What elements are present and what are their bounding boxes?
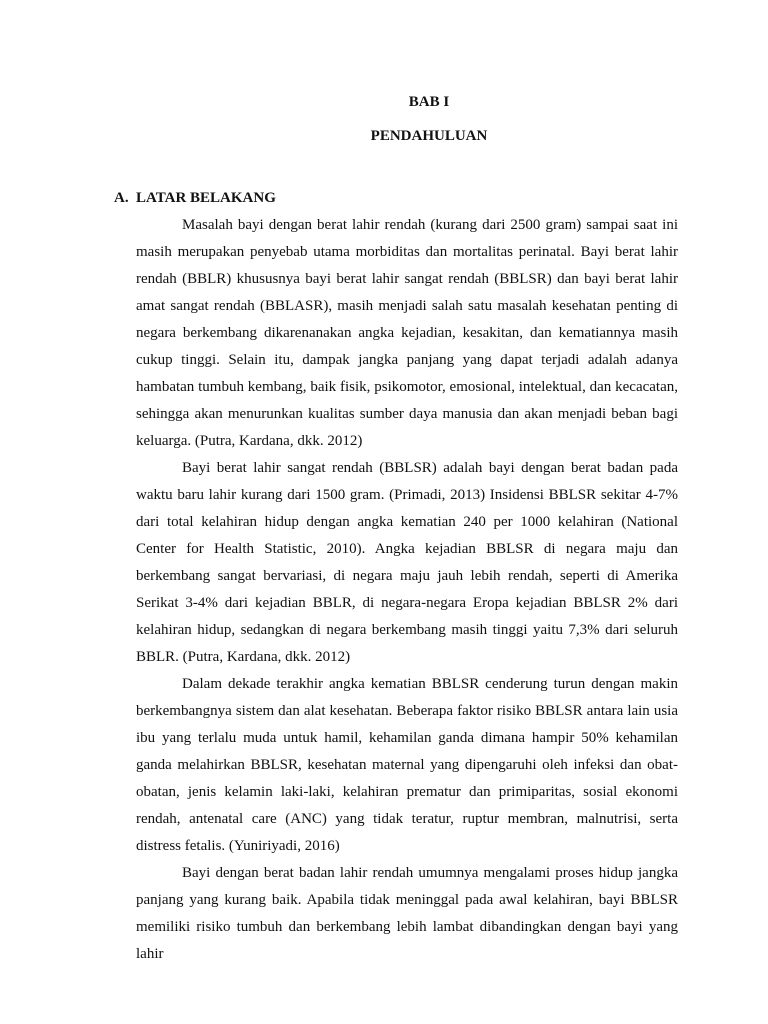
paragraph-1: Masalah bayi dengan berat lahir rendah (kurang dari 2500 gram) sampai saat ini masih merupakan penyebab utama morbiditas dan mortalitas perinatal. Bayi berat lahir rendah (BBLR) khususnya bayi berat lahir sangat rendah (BBLSR) dan bayi berat lahir amat sangat rendah (BBLASR), masih menjadi salah satu masalah kesehatan penting di negara berkembang dikarenanakan angka kejadian, kesakitan, dan kematiannya masih cukup tinggi. Selain itu, dampak jangka panjang yang dapat terjadi adalah adanya hambatan tumbuh kembang, baik fisik, psikomotor, emosional, intelektual, dan kecacatan, sehingga akan menurunkan kualitas sumber daya manusia dan akan menjadi beban bagi keluarga. (Putra, Kardana, dkk. 2012) xyxy=(136,217,678,449)
section-heading xyxy=(114,188,678,208)
paragraph-3: Dalam dekade terakhir angka kematian BBLSR cenderung turun dengan makin berkembangnya sistem dan alat kesehatan. Beberapa faktor risiko BBLSR antara lain usia ibu yang terlalu muda untuk hamil, kehamilan ganda dimana hampir 50% kehamilan ganda melahirkan BBLSR, kesehatan maternal yang dipengaruhi oleh infeksi dan obat-obatan, jenis kelamin laki-laki, kelahiran prematur dan primiparitas, sosial ekonomi rendah, antenatal care (ANC) yang tidak teratur, ruptur membran, malnutrisi, serta distress fetalis. (Yuniriyadi, 2016) xyxy=(136,676,678,854)
chapter-heading: BAB I xyxy=(408,94,450,110)
section-letter: A. xyxy=(114,190,129,206)
paragraph-2: Bayi berat lahir sangat rendah (BBLSR) adalah bayi dengan berat badan pada waktu baru lahir kurang dari 1500 gram. (Primadi, 2013) Insidensi BBLSR sekitar 4-7% dari total kelahiran hidup dengan angka kematian 240 per 1000 kelahiran (National Center for Health Statistic, 2010). Angka kejadian BBLSR di negara maju dan berkembang sangat bervariasi, di negara maju jauh lebih rendah, seperti di Amerika Serikat 3-4% dari kejadian BBLR, di negara-negara Eropa kejadian BBLSR 2% dari kelahiran hidup, sedangkan di negara berkembang masih tinggi yaitu 7,3% dari seluruh BBLR. (Putra, Kardana, dkk. 2012) xyxy=(136,460,678,665)
chapter-title: PENDAHULUAN xyxy=(370,128,488,144)
paragraph-4: Bayi dengan berat badan lahir rendah umumnya mengalami proses hidup jangka panjang yang kurang baik. Apabila tidak meninggal pada awal kelahiran, bayi BBLSR memiliki risiko tumbuh dan berkembang lebih lambat dibandingkan dengan bayi yang lahir xyxy=(136,865,678,962)
section-title: LATAR BELAKANG xyxy=(136,190,276,206)
